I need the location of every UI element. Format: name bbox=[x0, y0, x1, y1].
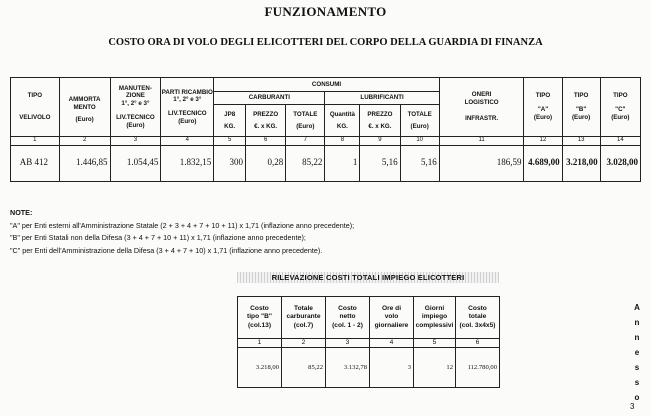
note-line-b: "B" per Enti Statali non della Difesa (3 + 4 + 7 + 10 + 11) x 1,71 (inflazione anno precedente); bbox=[10, 233, 306, 242]
col-number: 1 bbox=[238, 339, 282, 348]
notes-label: NOTE: bbox=[10, 208, 33, 217]
section-heading: RILEVAZIONE COSTI TOTALI IMPIEGO ELICOTTERI bbox=[237, 272, 499, 283]
header-totale-lub: TOTALE (Euro) bbox=[400, 105, 439, 137]
col-number: 8 bbox=[325, 137, 360, 146]
header-consumi: CONSUMI bbox=[214, 78, 440, 92]
cell-totale-carb: 85,22 bbox=[286, 145, 325, 181]
header-manutenzione: MANUTEN- ZIONE 1°, 2° e 3° LIV.TECNICO (Euro) bbox=[110, 78, 161, 137]
col-number: 5 bbox=[214, 137, 246, 146]
header-ore-volo: Ore di volo giornaliere bbox=[370, 297, 414, 339]
cell-prezzo-carb: 0,28 bbox=[246, 145, 286, 181]
header-ammortamento: AMMORTA MENTO (Euro) bbox=[59, 78, 110, 137]
annex-letter: A bbox=[634, 303, 640, 312]
header-costo-b: Costo tipo "B" (col.13) bbox=[238, 297, 282, 339]
header-tipo-velivolo: TIPO VELIVOLO bbox=[11, 78, 60, 137]
col-number: 3 bbox=[110, 137, 161, 146]
header-quantita-lub: Quantità KG. bbox=[325, 105, 360, 137]
table-row bbox=[11, 145, 641, 181]
page-subtitle: COSTO ORA DI VOLO DEGLI ELICOTTERI DEL CORPO DELLA GUARDIA DI FINANZA bbox=[108, 37, 543, 48]
column-number-row bbox=[238, 339, 500, 348]
col-number: 11 bbox=[439, 137, 524, 146]
col-number: 4 bbox=[161, 137, 214, 146]
page-number: 3 bbox=[630, 402, 635, 411]
header-lubrificanti: LUBRIFICANTI bbox=[325, 92, 439, 105]
cell-manutenzione: 1.054,45 bbox=[110, 145, 161, 181]
cell-giorni: 12 bbox=[414, 348, 456, 388]
cost-table bbox=[10, 77, 641, 182]
col-number: 9 bbox=[360, 137, 400, 146]
col-number: 13 bbox=[562, 137, 600, 146]
page-title: FUNZIONAMENTO bbox=[264, 4, 387, 19]
cell-totale: 112.780,00 bbox=[456, 348, 500, 388]
cell-tipo-c: 3.028,00 bbox=[600, 145, 640, 181]
header-totale-carb: TOTALE (Euro) bbox=[286, 105, 325, 137]
annex-letter: n bbox=[634, 333, 640, 342]
header-tipo-b: TIPO "B" (Euro) bbox=[562, 78, 600, 137]
notes bbox=[10, 207, 570, 257]
cell-tipo-a: 4.689,00 bbox=[524, 145, 562, 181]
annex-letter: o bbox=[634, 393, 640, 402]
annex-letter: s bbox=[634, 363, 640, 372]
header-costo-totale: Costo totale (col. 3x4x5) bbox=[456, 297, 500, 339]
header-prezzo-carb: PREZZO €. x KG. bbox=[246, 105, 286, 137]
cell-carburante: 85,22 bbox=[282, 348, 326, 388]
col-number: 3 bbox=[326, 339, 370, 348]
header-costo-netto: Costo netto (col. 1 - 2) bbox=[326, 297, 370, 339]
col-number: 7 bbox=[286, 137, 325, 146]
cell-totale-lub: 5,16 bbox=[400, 145, 439, 181]
cell-netto: 3.132,78 bbox=[326, 348, 370, 388]
cell-prezzo-lub: 5,16 bbox=[360, 145, 400, 181]
annex-label bbox=[630, 300, 644, 405]
header-tipo-c: TIPO "C" (Euro) bbox=[600, 78, 640, 137]
cell-ore: 3 bbox=[370, 348, 414, 388]
header-oneri: ONERI LOGISTICO INFRASTR. bbox=[439, 78, 524, 137]
col-number: 6 bbox=[246, 137, 286, 146]
col-number: 4 bbox=[370, 339, 414, 348]
col-number: 10 bbox=[400, 137, 439, 146]
col-number: 12 bbox=[524, 137, 562, 146]
table-row bbox=[238, 348, 500, 388]
col-number: 5 bbox=[414, 339, 456, 348]
cell-jp8: 300 bbox=[214, 145, 246, 181]
note-line-a: "A" per Enti esterni all'Amministrazione Statale (2 + 3 + 4 + 7 + 10 + 11) x 1,71 (inflazione anno precedente); bbox=[10, 220, 355, 230]
annex-letter: e bbox=[634, 348, 640, 357]
col-number: 2 bbox=[59, 137, 110, 146]
cell-oneri: 186,59 bbox=[439, 145, 524, 181]
header-parti-ricambio: PARTI RICAMBIO 1°, 2° e 3° LIV.TECNICO (Euro) bbox=[161, 78, 214, 137]
column-number-row bbox=[11, 137, 641, 146]
total-cost-table bbox=[237, 296, 500, 388]
header-giorni-impiego: Giorni impiego complessivi bbox=[414, 297, 456, 339]
header-totale-carburante: Totale carburante (col.7) bbox=[282, 297, 326, 339]
note-line-c: "C" per Enti dell'Amministrazione della Difesa (3 + 4 + 7 + 10) x 1,71 (inflazione anno precedente). bbox=[10, 245, 323, 255]
cell-ammortamento: 1.446,85 bbox=[59, 145, 110, 181]
header-prezzo-lub: PREZZO €. x KG. bbox=[360, 105, 400, 137]
header-jp8: JP8 KG. bbox=[214, 105, 246, 137]
cell-tipo-b: 3.218,00 bbox=[562, 145, 600, 181]
header-tipo-a: TIPO "A" (Euro) bbox=[524, 78, 562, 137]
col-number: 14 bbox=[600, 137, 640, 146]
col-number: 2 bbox=[282, 339, 326, 348]
annex-letter: s bbox=[634, 378, 640, 387]
header-carburanti: CARBURANTI bbox=[214, 92, 325, 105]
cell-velivolo: AB 412 bbox=[11, 145, 60, 181]
cell-parti: 1.832,15 bbox=[161, 145, 214, 181]
col-number: 6 bbox=[456, 339, 500, 348]
cell-quantita-lub: 1 bbox=[325, 145, 360, 181]
col-number: 1 bbox=[11, 137, 60, 146]
annex-letter: n bbox=[634, 318, 640, 327]
cell-costo-b: 3.218,00 bbox=[238, 348, 282, 388]
